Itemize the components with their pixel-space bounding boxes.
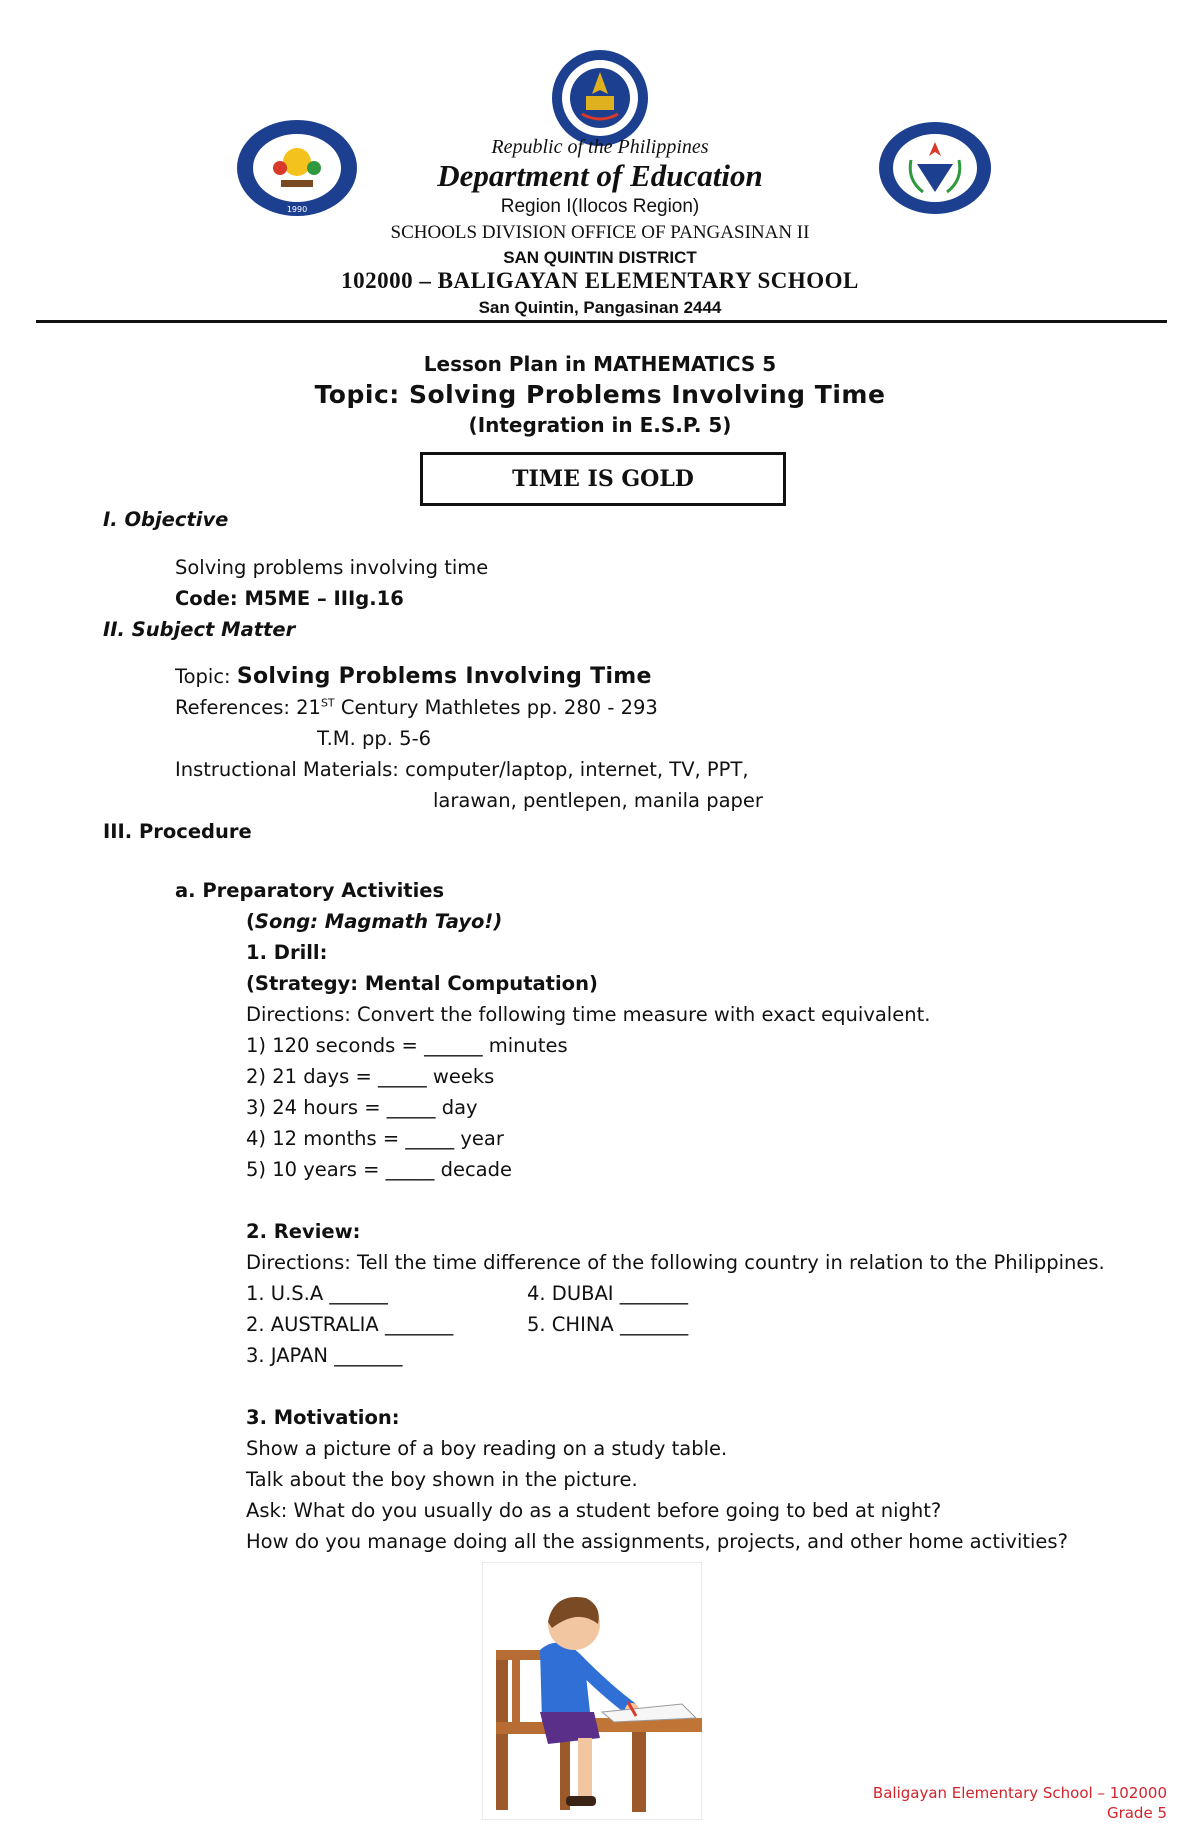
- motivation-line: How do you manage doing all the assignments, projects, and other home activities?: [246, 1530, 1068, 1553]
- boy-studying-illustration: [482, 1562, 702, 1820]
- topic-value: Solving Problems Involving Time: [236, 664, 652, 689]
- school-name: 102000 – BALIGAYAN ELEMENTARY SCHOOL: [341, 268, 859, 293]
- school-address: San Quintin, Pangasinan 2444: [478, 298, 722, 317]
- division-office-text: SCHOOLS DIVISION OFFICE OF PANGASINAN II: [390, 222, 810, 243]
- teachers-manual-ref: T.M. pp. 5-6: [317, 727, 432, 750]
- drill-item: 1) 120 seconds = ______ minutes: [246, 1034, 568, 1057]
- review-heading: 2. Review:: [246, 1220, 361, 1243]
- header-divider: [36, 320, 1167, 323]
- review-item: 1. U.S.A ______: [246, 1282, 388, 1305]
- motivation-line: Show a picture of a boy reading on a study table.: [246, 1437, 728, 1460]
- drill-directions: Directions: Convert the following time measure with exact equivalent.: [246, 1003, 931, 1026]
- region-text: Region I(Ilocos Region): [500, 196, 700, 217]
- motivation-line: Talk about the boy shown in the picture.: [246, 1468, 638, 1491]
- review-item: 3. JAPAN _______: [246, 1344, 403, 1367]
- topic-label: Topic:: [175, 665, 231, 688]
- references-sup: ST: [320, 696, 335, 710]
- drill-item: 2) 21 days = _____ weeks: [246, 1065, 495, 1088]
- review-item: 4. DUBAI _______: [527, 1282, 689, 1305]
- references-rest: Century Mathletes pp. 280 - 293: [334, 696, 658, 719]
- republic-text: Republic of the Philippines: [491, 136, 709, 158]
- procedure-heading: III. Procedure: [103, 820, 252, 843]
- preparatory-heading: a. Preparatory Activities: [175, 879, 445, 902]
- footer-grade: Grade 5: [1106, 1804, 1167, 1822]
- song-line: [246, 910, 502, 933]
- integration-subtitle: (Integration in E.S.P. 5): [468, 413, 732, 437]
- drill-item: 5) 10 years = _____ decade: [246, 1158, 512, 1181]
- drill-item: 3) 24 hours = _____ day: [246, 1096, 478, 1119]
- topic-line: [175, 664, 652, 689]
- song-open: (: [246, 910, 255, 933]
- materials-line-2: larawan, pentlepen, manila paper: [433, 789, 763, 812]
- objective-code: Code: M5ME – IIIg.16: [175, 587, 404, 610]
- references-label: References: 21: [175, 696, 321, 719]
- review-item: 5. CHINA _______: [527, 1313, 689, 1336]
- drill-strategy: (Strategy: Mental Computation): [246, 972, 598, 995]
- review-item: 2. AUSTRALIA _______: [246, 1313, 454, 1336]
- footer-school: Baligayan Elementary School – 102000: [872, 1784, 1167, 1802]
- materials-line-1: Instructional Materials: computer/laptop, internet, TV, PPT,: [175, 758, 749, 781]
- drill-heading: 1. Drill:: [246, 941, 328, 964]
- references-line: [175, 696, 658, 719]
- deped-seal-logo: [550, 48, 650, 148]
- motivation-line: Ask: What do you usually do as a student before going to bed at night?: [246, 1499, 942, 1522]
- subject-matter-heading: II. Subject Matter: [103, 618, 296, 641]
- department-title: Department of Education: [437, 158, 763, 193]
- objective-text: Solving problems involving time: [175, 556, 489, 579]
- drill-item: 4) 12 months = _____ year: [246, 1127, 504, 1150]
- district-text: SAN QUINTIN DISTRICT: [503, 248, 697, 267]
- time-is-gold-box: TIME IS GOLD: [420, 452, 786, 506]
- song-title: Song: Magmath Tayo!): [254, 910, 503, 933]
- logo-year-text: 1990: [286, 205, 308, 214]
- motivation-heading: 3. Motivation:: [246, 1406, 400, 1429]
- lesson-plan-title: Lesson Plan in MATHEMATICS 5: [423, 352, 777, 376]
- review-directions: Directions: Tell the time difference of the following country in relation to the Philippines.: [246, 1251, 1105, 1274]
- objective-heading: I. Objective: [103, 508, 229, 531]
- topic-title: Topic: Solving Problems Involving Time: [314, 380, 886, 409]
